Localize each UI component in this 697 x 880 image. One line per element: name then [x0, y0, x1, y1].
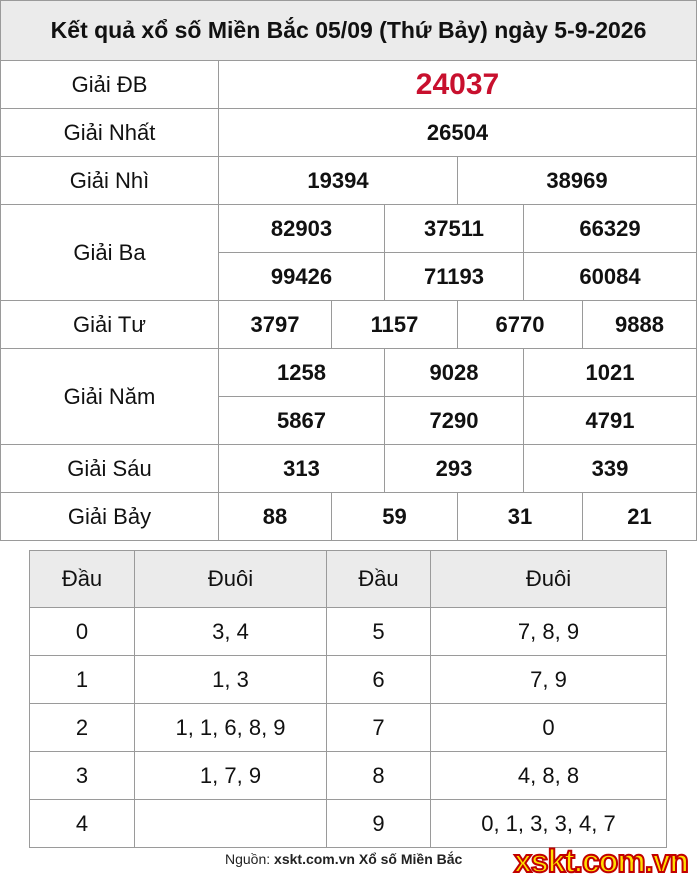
sixth-prize-number: 313 — [219, 445, 385, 493]
sixth-prize-number: 339 — [524, 445, 697, 493]
loto-head: 2 — [30, 704, 135, 752]
prize-label-nhat: Giải Nhất — [1, 109, 219, 157]
third-prize-number: 71193 — [385, 253, 524, 301]
loto-head-header: Đầu — [327, 551, 431, 608]
loto-tail: 0 — [431, 704, 667, 752]
prize-label-ba: Giải Ba — [1, 205, 219, 301]
table-row — [30, 608, 667, 656]
loto-tail-header: Đuôi — [431, 551, 667, 608]
third-prize-number: 66329 — [524, 205, 697, 253]
table-row — [30, 752, 667, 800]
third-prize-number: 37511 — [385, 205, 524, 253]
prize-label-sau: Giải Sáu — [1, 445, 219, 493]
loto-tail — [135, 800, 327, 848]
sixth-prize-number: 293 — [385, 445, 524, 493]
first-prize-number: 26504 — [219, 109, 697, 157]
loto-head: 1 — [30, 656, 135, 704]
loto-tail-header: Đuôi — [135, 551, 327, 608]
loto-head: 6 — [327, 656, 431, 704]
table-row — [30, 704, 667, 752]
special-prize-number: 24037 — [219, 61, 697, 109]
page-title: Kết quả xổ số Miền Bắc 05/09 (Thứ Bảy) ngày 5-9-2026 — [1, 1, 697, 61]
loto-tail: 7, 9 — [431, 656, 667, 704]
third-prize-number: 60084 — [524, 253, 697, 301]
table-row — [30, 800, 667, 848]
prize-label-bay: Giải Bảy — [1, 493, 219, 541]
loto-head: 4 — [30, 800, 135, 848]
loto-head: 9 — [327, 800, 431, 848]
second-prize-number: 19394 — [219, 157, 458, 205]
loto-tail: 3, 4 — [135, 608, 327, 656]
fifth-prize-number: 1258 — [219, 349, 385, 397]
loto-tail: 1, 1, 6, 8, 9 — [135, 704, 327, 752]
loto-table — [29, 550, 667, 848]
fourth-prize-number: 1157 — [332, 301, 458, 349]
third-prize-number: 82903 — [219, 205, 385, 253]
source-link[interactable]: xskt.com.vn Xổ số Miền Bắc — [274, 851, 463, 867]
fourth-prize-number: 3797 — [219, 301, 332, 349]
fifth-prize-number: 5867 — [219, 397, 385, 445]
second-prize-number: 38969 — [458, 157, 697, 205]
loto-tail: 0, 1, 3, 3, 4, 7 — [431, 800, 667, 848]
fifth-prize-number: 9028 — [385, 349, 524, 397]
loto-tail: 1, 7, 9 — [135, 752, 327, 800]
seventh-prize-number: 31 — [458, 493, 583, 541]
brand-logo: xskt.com.vn — [514, 843, 688, 879]
seventh-prize-number: 21 — [583, 493, 697, 541]
loto-head: 3 — [30, 752, 135, 800]
loto-head: 7 — [327, 704, 431, 752]
loto-head: 0 — [30, 608, 135, 656]
fourth-prize-number: 9888 — [583, 301, 697, 349]
prize-label-db: Giải ĐB — [1, 61, 219, 109]
source-footer — [225, 851, 462, 867]
seventh-prize-number: 88 — [219, 493, 332, 541]
seventh-prize-number: 59 — [332, 493, 458, 541]
loto-head: 8 — [327, 752, 431, 800]
loto-tail: 4, 8, 8 — [431, 752, 667, 800]
prize-label-tu: Giải Tư — [1, 301, 219, 349]
third-prize-number: 99426 — [219, 253, 385, 301]
table-row — [30, 656, 667, 704]
prize-label-nhi: Giải Nhì — [1, 157, 219, 205]
loto-tail: 1, 3 — [135, 656, 327, 704]
source-prefix: Nguồn: — [225, 851, 271, 867]
loto-head-header: Đầu — [30, 551, 135, 608]
prize-label-nam: Giải Năm — [1, 349, 219, 445]
fifth-prize-number: 7290 — [385, 397, 524, 445]
fifth-prize-number: 1021 — [524, 349, 697, 397]
fourth-prize-number: 6770 — [458, 301, 583, 349]
fifth-prize-number: 4791 — [524, 397, 697, 445]
loto-head: 5 — [327, 608, 431, 656]
loto-tail: 7, 8, 9 — [431, 608, 667, 656]
